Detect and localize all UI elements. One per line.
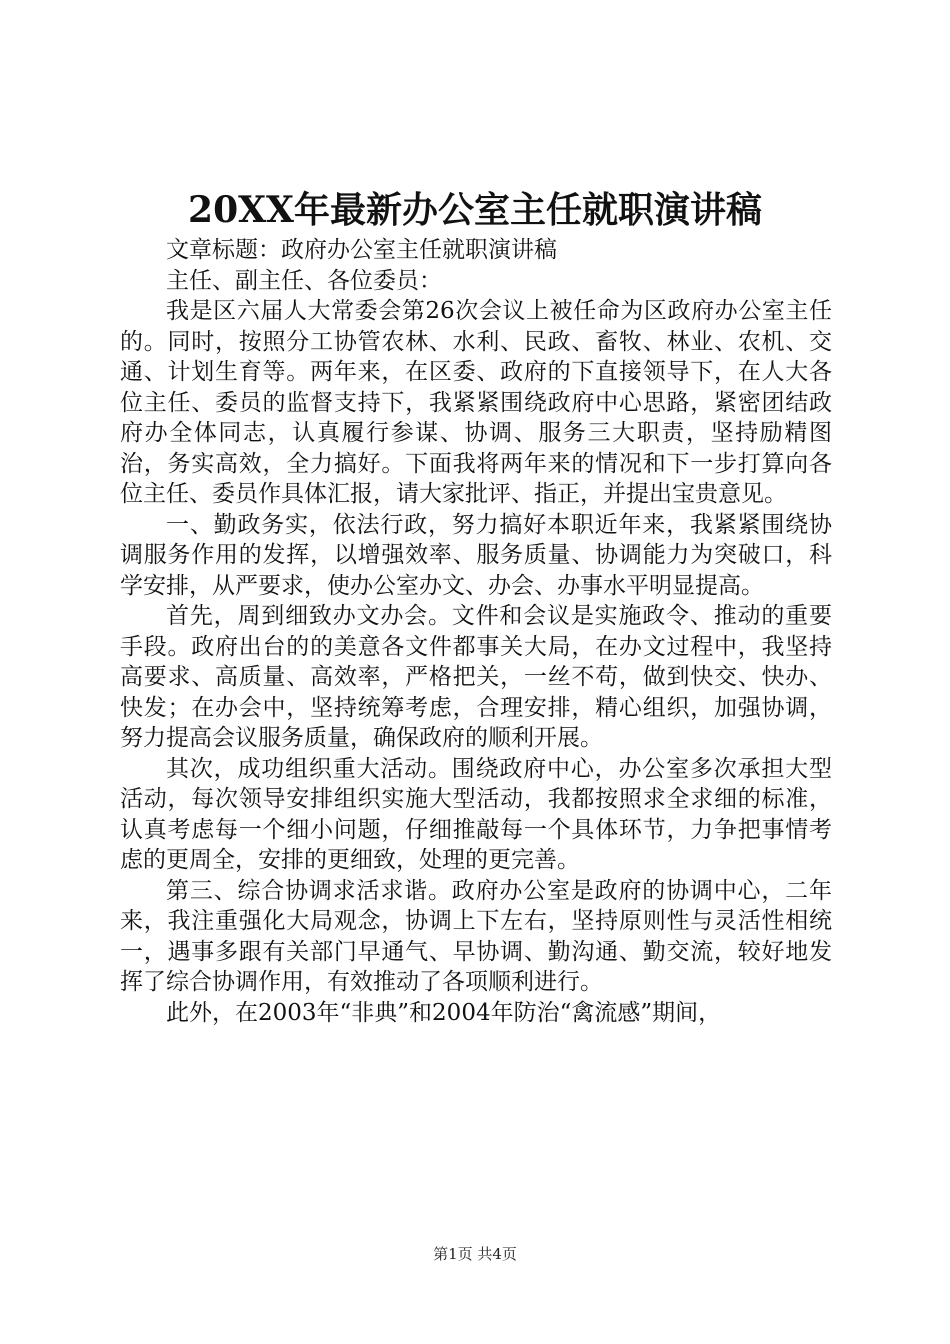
paragraph-second-point: 其次，成功组织重大活动。围绕政府中心，办公室多次承担大型活动，每次领导安排组织实施大型活动，我都按照求全求细的标准，认真考虑每一个细小问题，仔细推敲每一个具体环节，力争把事情考虑的更周全，安排的更细致，处理的更完善。	[120, 755, 832, 873]
document-title: 20XX年最新办公室主任就职演讲稿	[188, 189, 762, 231]
paragraph-additionally: 此外，在2003年“非典”和2004年防治“禽流感”期间，	[166, 999, 722, 1026]
paragraph-first-point: 首先，周到细致办文办会。文件和会议是实施政令、推动的重要手段。政府出台的的美意各文件都事关大局，在办文过程中，我坚持高要求、高质量、高效率，严格把关，一丝不苟，做到快交、快办、快发；在办会中，坚持统筹考虑，合理安排，精心组织，加强协调，努力提高会议服务质量，确保政府的顺利开展。	[120, 603, 832, 751]
paragraph-article-title: 文章标题：政府办公室主任就职演讲稿	[166, 237, 557, 263]
page-number-footer: 第1页 共4页	[433, 1245, 517, 1263]
paragraph-salutation: 主任、副主任、各位委员：	[166, 267, 442, 294]
paragraph-section-one: 一、勤政务实，依法行政，努力搞好本职近年来，我紧紧围绕协调服务作用的发挥，以增强效率、服务质量、协调能力为突破口，科学安排，从严要求，使办公室办文、办会、办事水平明显提高。	[120, 511, 832, 599]
paragraph-introduction: 我是区六届人大常委会第26次会议上被任命为区政府办公室主任的。同时，按照分工协管农林、水利、民政、畜牧、林业、农机、交通、计划生育等。两年来，在区委、政府的下直接领导下，在人大各位主任、委员的监督支持下，我紧紧围绕政府中心思路，紧密团结政府办全体同志，认真履行参谋、协调、服务三大职责，坚持励精图治，务实高效，全力搞好。下面我将两年来的情况和下一步打算向各位主任、委员作具体汇报，请大家批评、指正，并提出宝贵意见。	[120, 298, 832, 507]
document-body	[120, 235, 832, 1028]
paragraph-third-point: 第三、综合协调求活求谐。政府办公室是政府的协调中心，二年来，我注重强化大局观念，协调上下左右，坚持原则性与灵活性相统一，遇事多跟有关部门早通气、早协调、勤沟通、勤交流，较好地发挥了综合协调作用，有效推动了各项顺利进行。	[120, 877, 832, 995]
